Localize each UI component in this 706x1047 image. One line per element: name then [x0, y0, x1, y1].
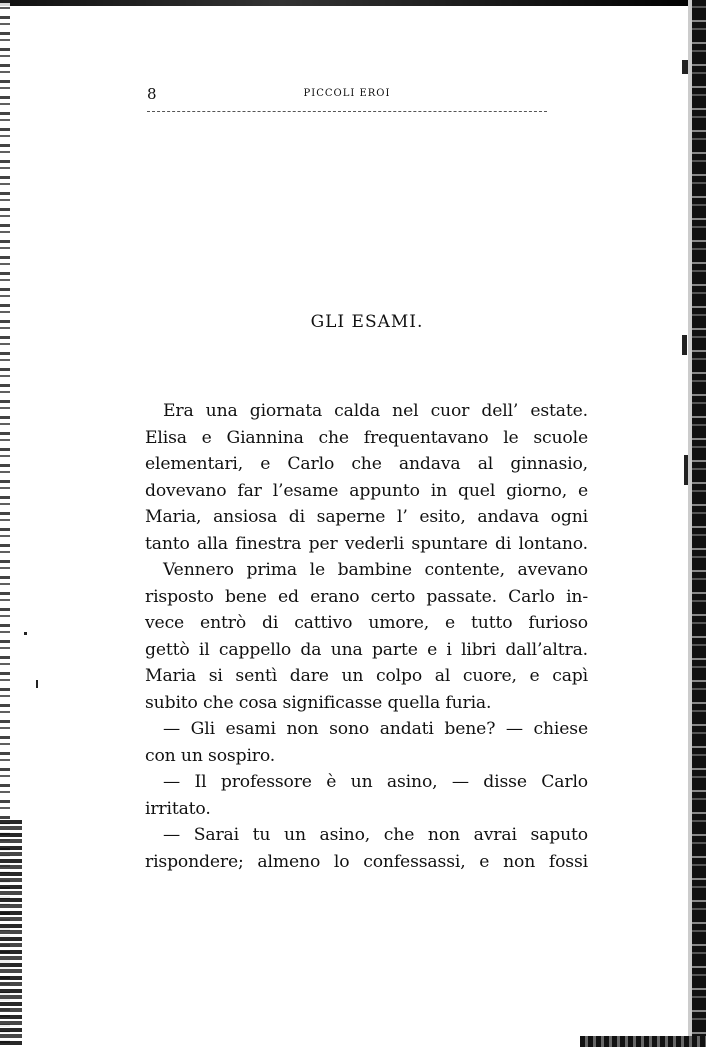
text-line: — Il professore è un asino, — disse Carlo	[163, 772, 588, 792]
body-text	[145, 398, 588, 875]
scan-speck	[36, 680, 38, 688]
text-line: gettò il cappello da una parte e i libri dall’altra.	[145, 639, 588, 660]
scan-speck	[24, 632, 27, 635]
text-line: risposto bene ed erano certo passate. Carlo in-	[145, 586, 588, 607]
page-edge-bottom	[580, 1036, 706, 1047]
scan-speck	[682, 60, 688, 74]
text-line: subito che cosa significasse quella furia.	[145, 692, 492, 713]
page-edge-right	[692, 0, 706, 1047]
text-line: rispondere; almeno lo confessassi, e non fossi	[145, 851, 588, 872]
text-line: Era una giornata calda nel cuor dell’ estate.	[163, 401, 588, 421]
scan-speck	[682, 335, 687, 355]
text-line: irritato.	[145, 798, 211, 819]
page-edge-left-bottom	[0, 820, 22, 1047]
text-line: dovevano far l’esame appunto in quel giorno, e	[145, 480, 588, 501]
text-line: — Gli esami non sono andati bene? — chiese	[163, 719, 588, 739]
text-line: con un sospiro.	[145, 745, 276, 766]
text-line: Maria si sentì dare un colpo al cuore, e capì	[145, 666, 588, 686]
page-edge-top	[0, 0, 706, 6]
text-line: Maria, ansiosa di saperne l’ esito, andava ogni	[145, 507, 588, 527]
running-header	[147, 85, 547, 105]
text-line: tanto alla finestra per vederli spuntare di lontano.	[145, 533, 588, 554]
page-number: 8	[147, 85, 157, 103]
chapter-title: GLI ESAMI.	[310, 312, 424, 332]
text-line: elementari, e Carlo che andava al ginnasio,	[145, 454, 588, 474]
text-line: — Sarai tu un asino, che non avrai saputo	[163, 825, 588, 845]
text-line: Vennero prima le bambine contente, avevano	[163, 560, 588, 580]
text-line: vece entrò di cattivo umore, e tutto furioso	[145, 613, 588, 633]
scan-speck	[684, 455, 688, 485]
text-line: Elisa e Giannina che frequentavano le scuole	[145, 427, 588, 448]
running-title: PICCOLI EROI	[303, 88, 391, 99]
header-rule	[147, 111, 547, 112]
